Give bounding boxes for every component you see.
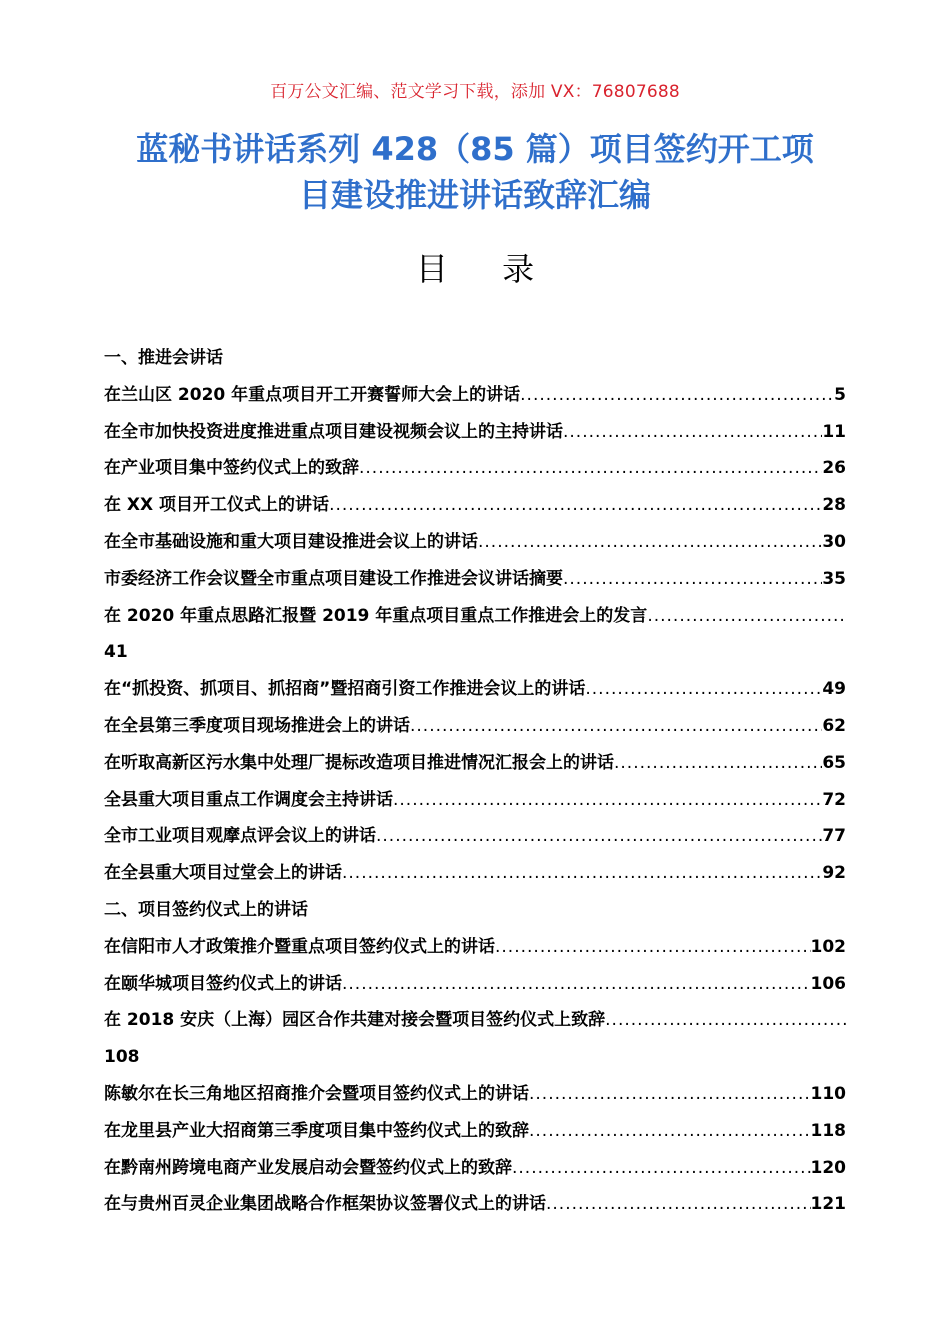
toc-leader-dots [376,818,822,855]
toc-entry-page: 49 [822,679,846,700]
toc-entry-page: 65 [822,752,846,773]
toc-leader-dots [410,708,822,745]
toc-entry-title: 在兰山区 2020 年重点项目开工开赛誓师大会上的讲话 [104,384,521,405]
toc-entry-title: 在全市基础设施和重大项目建设推进会议上的讲话 [104,531,478,552]
toc-entry-page: 92 [822,863,846,884]
document-title-line-1: 蓝秘书讲话系列 428（85 篇）项目签约开工项 [136,130,814,168]
toc-entry-title: 市委经济工作会议暨全市重点项目建设工作推进会议讲话摘要 [104,568,563,589]
toc-entry-page: 77 [822,826,846,847]
toc-entry[interactable] [104,524,846,561]
toc-section-heading: 二、项目签约仪式上的讲话 [104,899,308,920]
table-of-contents [104,340,846,1223]
toc-leader-dots [605,1002,846,1039]
toc-section-heading: 一、推进会讲话 [104,348,223,368]
toc-leader-dots [512,1150,811,1187]
toc-entry-page: 72 [822,789,846,810]
toc-entry-title: 在信阳市人才政策推介暨重点项目签约仪式上的讲话 [104,936,495,957]
toc-leader-dots [520,377,834,414]
toc-entry-page: 11 [822,421,846,442]
toc-leader-dots [359,450,822,487]
toc-entry-page: 106 [810,973,846,994]
toc-leader-dots [585,671,822,708]
toc-leader-dots [393,782,822,819]
toc-entry[interactable] [104,561,846,598]
toc-entry-page: 35 [822,568,846,589]
toc-leader-dots [342,966,811,1003]
toc-entry-page: 30 [822,531,846,552]
toc-leader-dots [495,929,811,966]
toc-entry-page: 62 [822,715,846,736]
toc-leader-dots [563,561,822,598]
toc-entry-title: 在 XX 项目开工仪式上的讲话 [104,495,330,516]
toc-entry-title: 在 2020 年重点思路汇报暨 2019 年重点项目重点工作推进会上的发言 [104,605,648,626]
toc-leader-dots [647,598,846,635]
toc-entry-title: 全市工业项目观摩点评会议上的讲话 [104,826,376,847]
toc-entry[interactable] [104,708,846,745]
toc-leader-dots [529,1113,811,1150]
toc-entry[interactable] [104,671,846,708]
toc-entry-page: 108 [104,1047,140,1068]
toc-entry-title: 在产业项目集中签约仪式上的致辞 [104,458,359,479]
document-title [90,126,860,218]
toc-entry-title: 全县重大项目重点工作调度会主持讲话 [104,789,393,810]
toc-entry[interactable] [104,1186,846,1223]
toc-entry-page: 26 [822,458,846,479]
toc-leader-dots [614,745,822,782]
toc-entry[interactable] [104,929,846,966]
toc-entry[interactable] [104,818,846,855]
toc-entry[interactable] [104,745,846,782]
toc-entry[interactable] [104,598,846,635]
toc-entry-title: 在龙里县产业大招商第三季度项目集中签约仪式上的致辞 [104,1120,529,1141]
toc-entry[interactable] [104,1076,846,1113]
toc-entry-page: 5 [834,384,846,405]
toc-entry-title: 在全县第三季度项目现场推进会上的讲话 [104,715,410,736]
document-title-line-2: 目建设推进讲话致辞汇编 [298,176,651,214]
toc-entry-page: 110 [810,1083,846,1104]
toc-leader-dots [342,855,822,892]
toc-entry-page: 102 [810,936,846,957]
toc-entry-page: 41 [104,642,128,663]
toc-entry-page: 121 [810,1194,846,1215]
toc-entry[interactable] [104,782,846,819]
toc-heading: 目 录 [415,250,557,288]
toc-entry-page: 118 [810,1120,846,1141]
toc-entry-title: 在听取高新区污水集中处理厂提标改造项目推进情况汇报会上的讲话 [104,752,614,773]
toc-entry-title: 在与贵州百灵企业集团战略合作框架协议签署仪式上的讲话 [104,1194,546,1215]
toc-entry-title: 在颐华城项目签约仪式上的讲话 [104,973,342,994]
toc-entry-title: 在黔南州跨境电商产业发展启动会暨签约仪式上的致辞 [104,1157,512,1178]
toc-entry[interactable] [104,450,846,487]
toc-entry-title: 在全市加快投资进度推进重点项目建设视频会议上的主持讲话 [104,421,563,442]
toc-leader-dots [529,1076,811,1113]
toc-entry-page: 28 [822,495,846,516]
toc-entry[interactable] [104,414,846,451]
toc-entry[interactable] [104,1150,846,1187]
toc-entry[interactable] [104,377,846,414]
toc-entry-title: 陈敏尔在长三角地区招商推介会暨项目签约仪式上的讲话 [104,1083,529,1104]
toc-entry-title: 在全县重大项目过堂会上的讲话 [104,863,342,884]
toc-entry-title: 在 2018 安庆（上海）园区合作共建对接会暨项目签约仪式上致辞 [104,1010,606,1031]
toc-entry[interactable] [104,1002,846,1039]
toc-leader-dots [546,1186,811,1223]
toc-entry-page: 120 [810,1157,846,1178]
toc-leader-dots [563,414,822,451]
watermark-text: 百万公文汇编、范文学习下载，添加 VX：76807688 [270,82,680,102]
toc-leader-dots [478,524,822,561]
toc-entry[interactable] [104,487,846,524]
toc-entry-title: 在“抓投资、抓项目、抓招商”暨招商引资工作推进会议上的讲话 [104,679,586,700]
toc-leader-dots [329,487,822,524]
toc-entry[interactable] [104,966,846,1003]
toc-entry[interactable] [104,855,846,892]
toc-entry[interactable] [104,1113,846,1150]
